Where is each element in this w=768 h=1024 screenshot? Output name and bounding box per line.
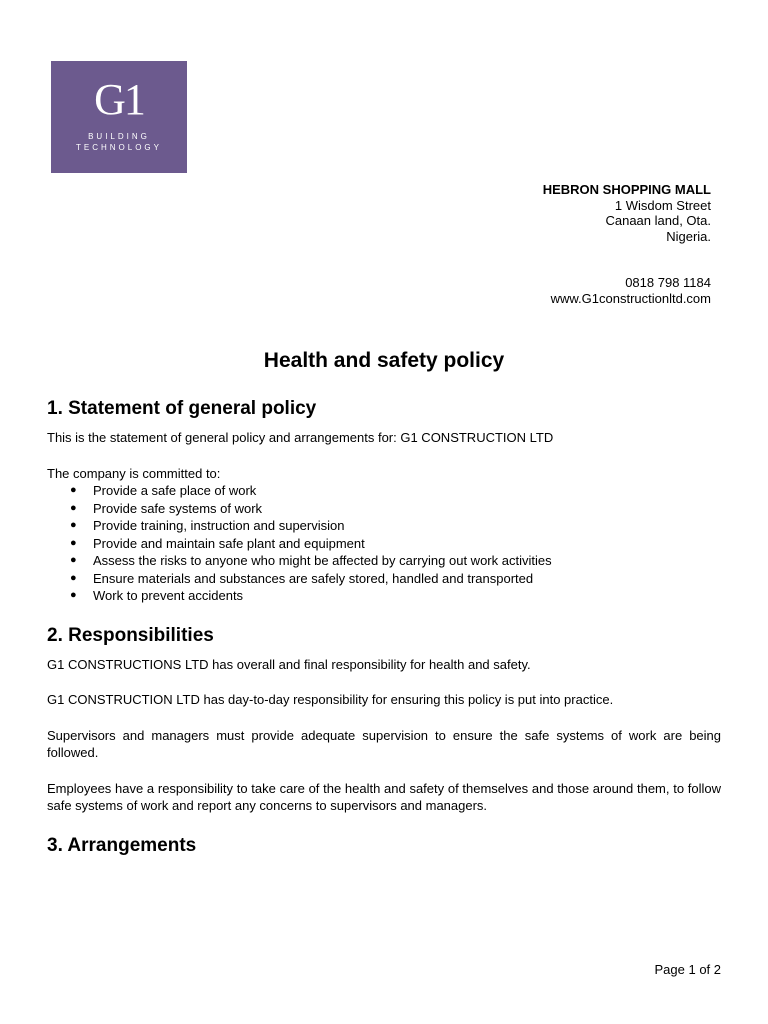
- commitment-list: [47, 482, 721, 605]
- section-heading-responsibilities: 2. Responsibilities: [47, 624, 214, 646]
- logo-mark: G1: [94, 75, 144, 124]
- bullet-icon: ●: [70, 589, 77, 601]
- general-policy-intro: This is the statement of general policy and arrangements for: G1 CONSTRUCTION LTD: [47, 430, 554, 445]
- section-heading-general-policy: 1. Statement of general policy: [47, 398, 317, 419]
- address-street: 1 Wisdom Street: [614, 197, 711, 213]
- logo-line-building: BUILDING: [88, 132, 150, 141]
- contact-block: [551, 275, 711, 307]
- committed-to-label: The company is committed to:: [47, 465, 221, 481]
- logo-line-technology: TECHNOLOGY: [75, 143, 162, 152]
- responsibility-paragraph-supervisors: Supervisors and managers must provide adequate supervision to ensure the safe systems of work are being followed.: [47, 727, 721, 760]
- bullet-icon: ●: [70, 536, 77, 549]
- address-name: HEBRON SHOPPING MALL: [542, 182, 711, 197]
- list-item: ● Work to prevent accidents: [70, 588, 244, 603]
- responsibility-paragraph-employees: Employees have a responsibility to take care of the health and safety of themselves and those around them, to follow safe systems of work and report any concerns to supervisors and managers.: [47, 780, 721, 813]
- address-country: Nigeria.: [666, 228, 711, 244]
- bullet-icon: ●: [70, 554, 77, 566]
- bullet-icon: ●: [70, 519, 77, 531]
- list-item: ● Provide safe systems of work: [70, 500, 263, 516]
- list-item: ● Provide training, instruction and supervision: [70, 518, 345, 533]
- list-item: ● Ensure materials and substances are safely stored, handled and transported: [70, 570, 534, 586]
- address-city: Canaan land, Ota.: [605, 213, 711, 228]
- company-logo: [51, 61, 187, 173]
- address-block: [543, 182, 711, 244]
- contact-phone: 0818 798 1184: [625, 275, 711, 290]
- responsibility-paragraph-daily: G1 CONSTRUCTION LTD has day-to-day responsibility for ensuring this policy is put into practice.: [47, 692, 614, 707]
- list-item: ● Assess the risks to anyone who might be affected by carrying out work activities: [70, 553, 552, 568]
- list-item: ● Provide a safe place of work: [70, 483, 257, 498]
- page-number: Page 1 of 2: [654, 962, 721, 977]
- list-item: ● Provide and maintain safe plant and equipment: [70, 535, 365, 551]
- bullet-icon: ●: [70, 571, 77, 584]
- section-heading-arrangements: 3. Arrangements: [47, 834, 197, 856]
- document-body: [47, 396, 721, 866]
- document-title: Health and safety policy: [263, 349, 505, 372]
- bullet-icon: ●: [70, 484, 77, 496]
- contact-website: www.G1constructionltd.com: [550, 291, 711, 306]
- responsibility-paragraph-overall: G1 CONSTRUCTIONS LTD has overall and final responsibility for health and safety.: [47, 656, 531, 672]
- bullet-icon: ●: [70, 501, 77, 514]
